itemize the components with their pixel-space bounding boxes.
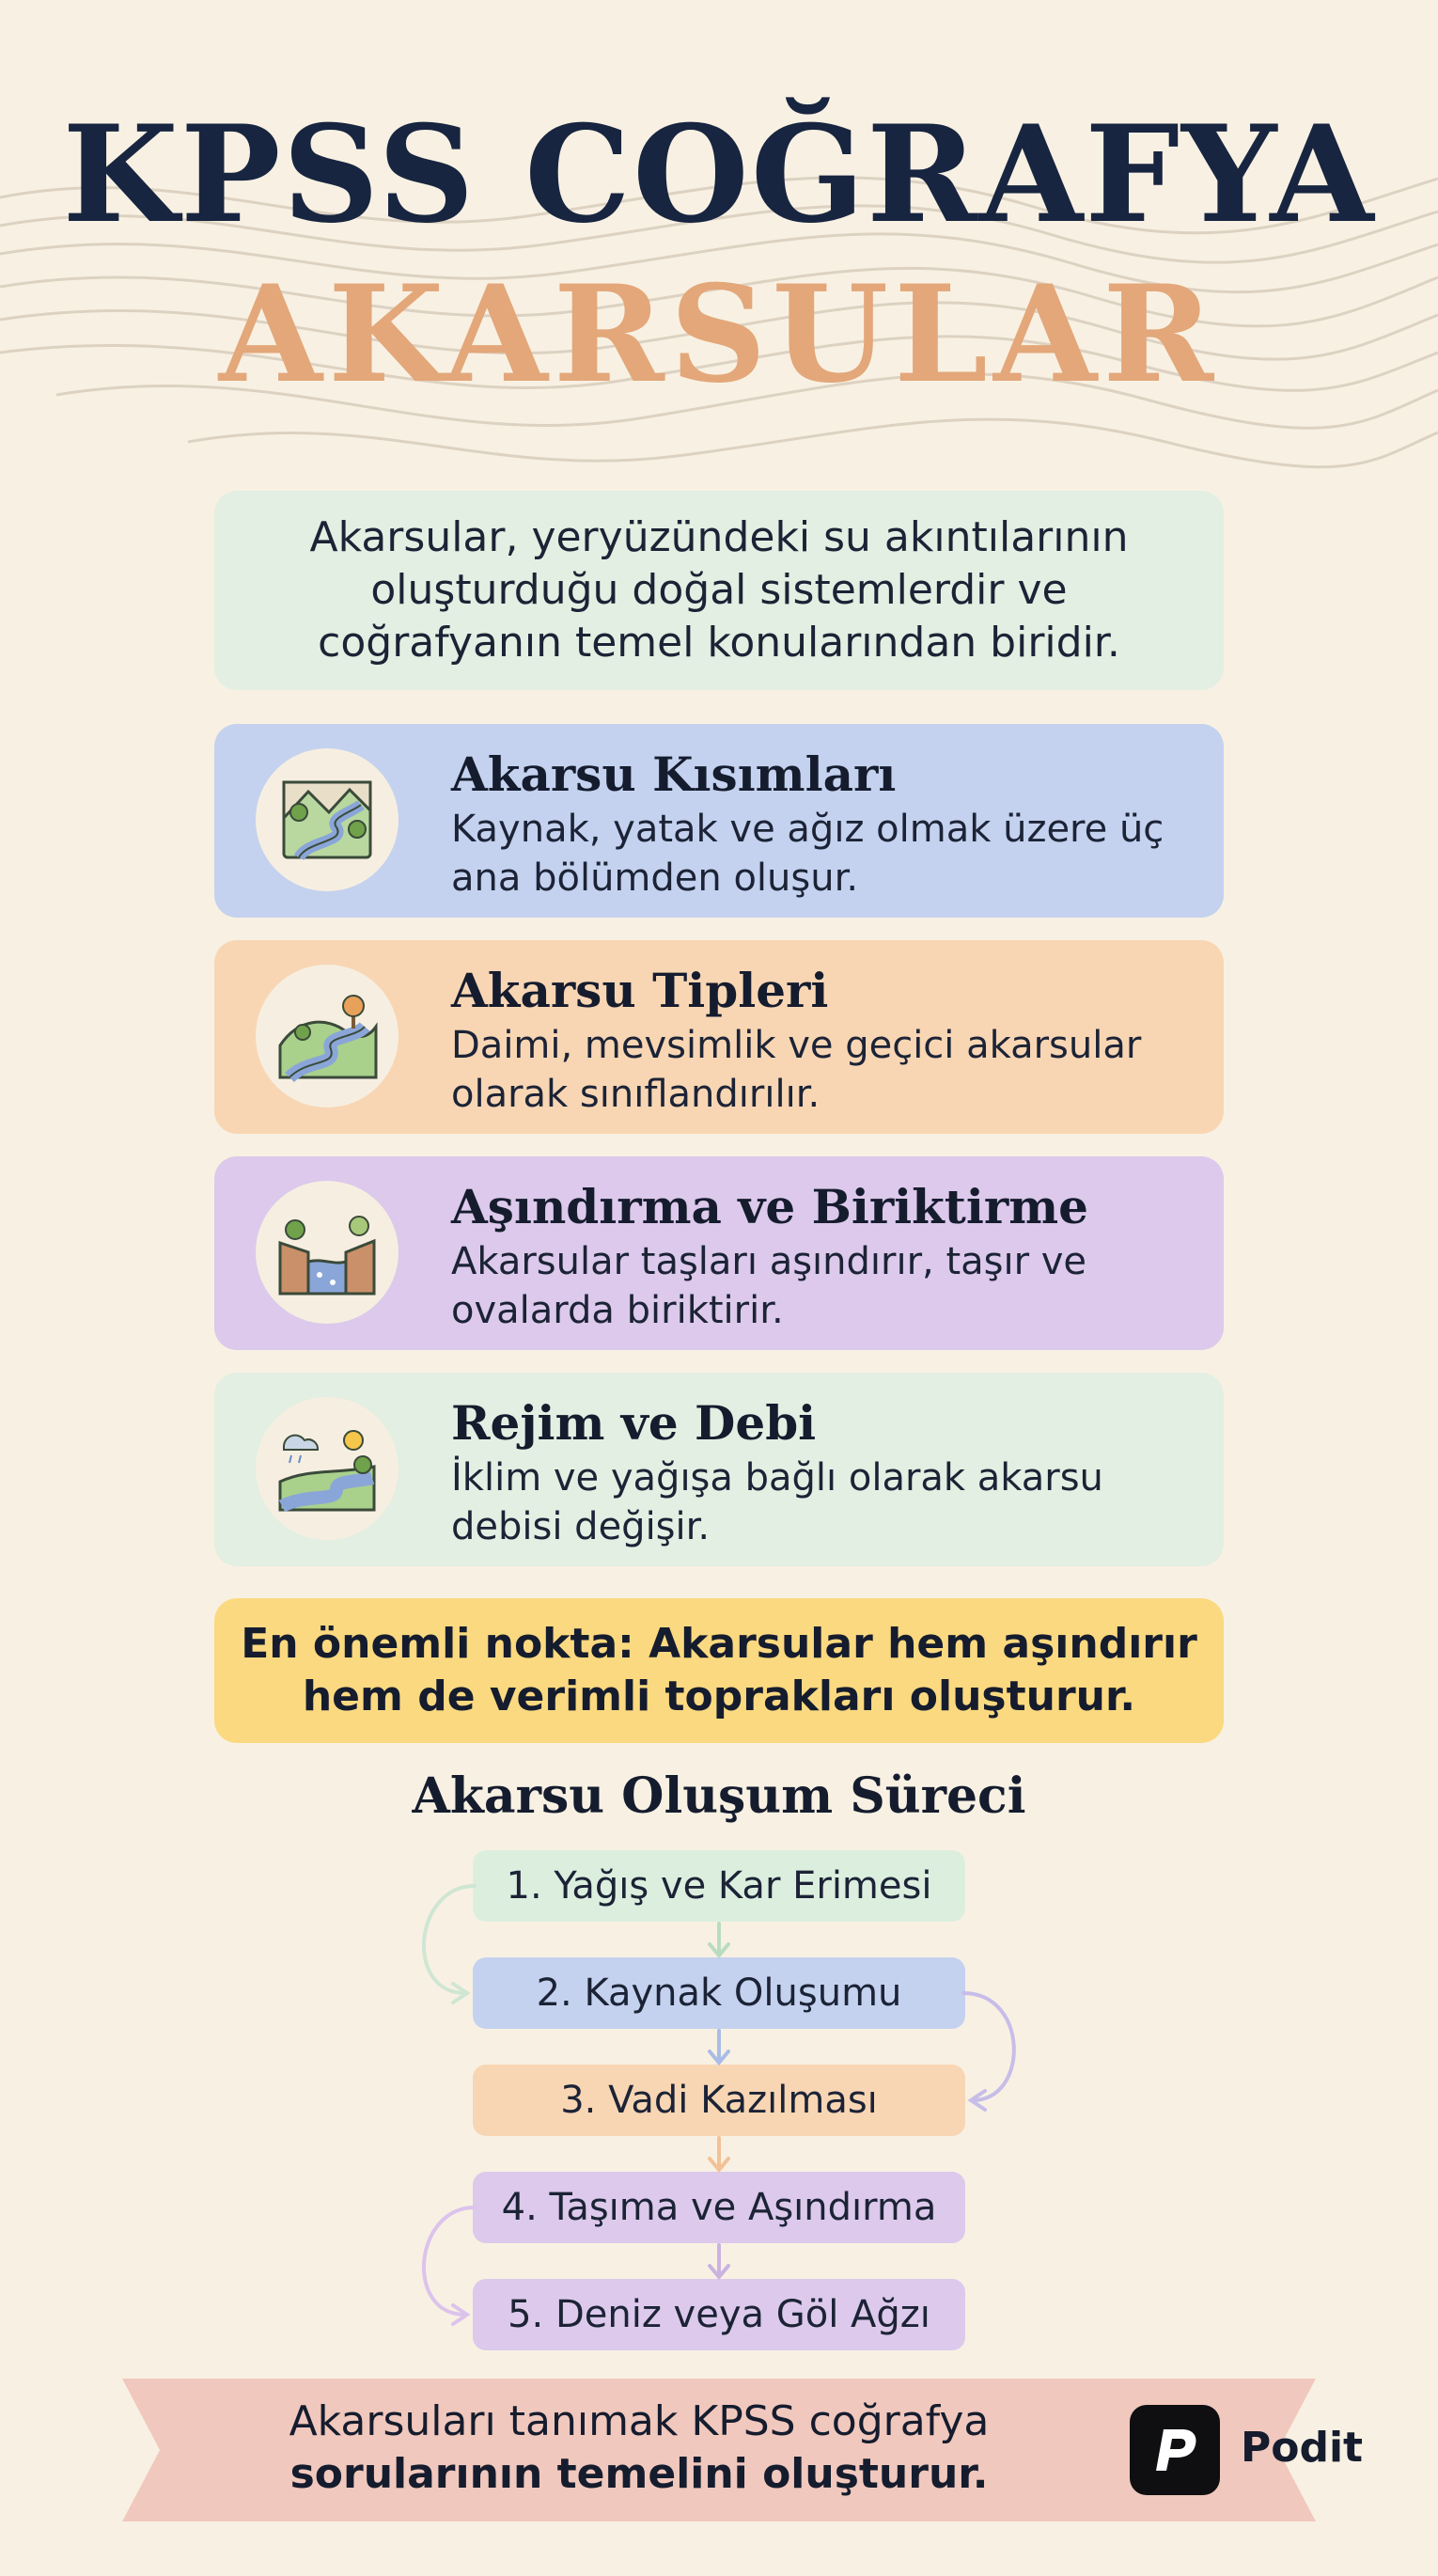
podit-logo-icon [1130, 2405, 1220, 2495]
card-akarsu-tipleri [214, 940, 1224, 1134]
card-description: Kaynak, yatak ve ağız olmak üzere üç ana bölümden oluşur. [451, 808, 1164, 900]
card-description: Akarsular taşları aşındırır, taşır ve ovalarda biriktirir. [451, 1240, 1087, 1332]
process-step-4: 4. Taşıma ve Aşındırma [473, 2172, 965, 2243]
process-step-5: 5. Deniz veya Göl Ağzı [473, 2279, 965, 2350]
winding-river-icon [256, 965, 399, 1107]
card-title: Akarsu Kısımları [451, 746, 897, 802]
key-note-box: En önemli nokta: Akarsular hem aşındırır hem de verimli toprakları oluşturur. [214, 1598, 1224, 1743]
card-title: Aşındırma ve Biriktirme [451, 1179, 1088, 1234]
process-step-2: 2. Kaynak Oluşumu [473, 1957, 965, 2029]
card-akarsu-kisimlari [214, 724, 1224, 918]
process-title: Akarsu Oluşum Süreci [412, 1767, 1026, 1825]
intro-text: Akarsular, yeryüzündeki su akıntılarının oluşturduğu doğal sistemlerdir ve coğrafyanın temel konularından biridir. [214, 491, 1224, 690]
footer-line-2: sorularının temelini oluşturur. [289, 2450, 989, 2498]
card-title: Rejim ve Debi [451, 1395, 817, 1451]
card-asindirma-biriktirme [214, 1156, 1224, 1350]
canyon-river-icon [256, 1181, 399, 1324]
process-step-1: 1. Yağış ve Kar Erimesi [473, 1850, 965, 1922]
footer-message [282, 2395, 996, 2501]
weather-river-icon [256, 1397, 399, 1540]
card-title: Akarsu Tipleri [451, 963, 829, 1018]
footer-line-1: Akarsuları tanımak KPSS coğrafya [289, 2397, 990, 2445]
card-rejim-debi [214, 1373, 1224, 1566]
title-akarsular: AKARSULAR [218, 257, 1220, 413]
card-description: Daimi, mevsimlik ve geçici akarsular olarak sınıflandırılır. [451, 1024, 1142, 1116]
title-kpss-cografya: KPSS COĞRAFYA [62, 97, 1376, 253]
river-valley-icon [256, 748, 399, 891]
card-description: İklim ve yağışa bağlı olarak akarsu debisi değişir. [451, 1456, 1103, 1548]
process-step-3: 3. Vadi Kazılması [473, 2065, 965, 2136]
brand-name: Podit [1241, 2424, 1364, 2472]
